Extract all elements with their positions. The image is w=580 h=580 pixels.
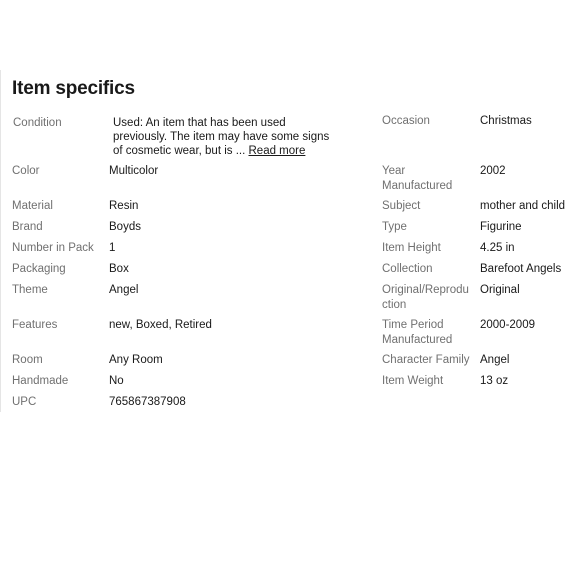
spec-value-theme: Angel <box>109 284 139 296</box>
spec-label-color: Color <box>12 165 40 177</box>
spec-label-occasion: Occasion <box>382 115 430 127</box>
spec-label-material: Material <box>12 200 53 212</box>
spec-value-item-height: 4.25 in <box>480 242 515 254</box>
spec-label-time-period-manufactured: Time Period Manufactured <box>382 319 453 346</box>
spec-value-color: Multicolor <box>109 165 159 177</box>
spec-label-room: Room <box>12 354 43 366</box>
spec-value-subject: mother and child <box>480 200 566 212</box>
spec-label-handmade: Handmade <box>12 375 69 387</box>
spec-label-upc: UPC <box>12 396 37 408</box>
spec-label-item-weight: Item Weight <box>382 375 444 387</box>
spec-label-collection: Collection <box>382 263 433 275</box>
spec-value-occasion: Christmas <box>480 115 532 127</box>
spec-label-original-reproduction: Original/Reproduction <box>382 284 469 311</box>
spec-value-features: new, Boxed, Retired <box>109 319 212 331</box>
spec-value-character-family: Angel <box>480 354 510 366</box>
spec-label-features: Features <box>12 319 58 331</box>
spec-value-number-in-pack: 1 <box>109 242 116 254</box>
read-more-link[interactable]: Read more <box>248 145 306 157</box>
spec-value-year-manufactured: 2002 <box>480 165 506 177</box>
spec-label-packaging: Packaging <box>12 263 66 275</box>
spec-label-brand: Brand <box>12 221 43 233</box>
condition-text: Used: An item that has been used previously. The item may have some signs of cosmetic wear, but is ... <box>113 117 330 157</box>
section-title: Item specifics <box>12 78 135 99</box>
spec-value-upc: 765867387908 <box>109 396 186 408</box>
condition-label: Condition <box>13 117 62 129</box>
spec-value-item-weight: 13 oz <box>480 375 509 387</box>
spec-label-theme: Theme <box>12 284 48 296</box>
spec-value-time-period-manufactured: 2000-2009 <box>480 319 535 331</box>
spec-value-material: Resin <box>109 200 139 212</box>
spec-label-subject: Subject <box>382 200 421 212</box>
condition-value <box>113 116 338 158</box>
spec-value-collection: Barefoot Angels <box>480 263 562 275</box>
spec-value-packaging: Box <box>109 263 129 275</box>
spec-label-type: Type <box>382 221 407 233</box>
spec-value-brand: Boyds <box>109 221 141 233</box>
spec-value-original-reproduction: Original <box>480 284 520 296</box>
spec-label-number-in-pack: Number in Pack <box>12 242 94 254</box>
spec-label-character-family: Character Family <box>382 354 470 366</box>
spec-value-room: Any Room <box>109 354 163 366</box>
spec-label-year-manufactured: Year Manufactured <box>382 165 453 192</box>
spec-label-item-height: Item Height <box>382 242 441 254</box>
spec-value-type: Figurine <box>480 221 522 233</box>
spec-value-handmade: No <box>109 375 124 387</box>
